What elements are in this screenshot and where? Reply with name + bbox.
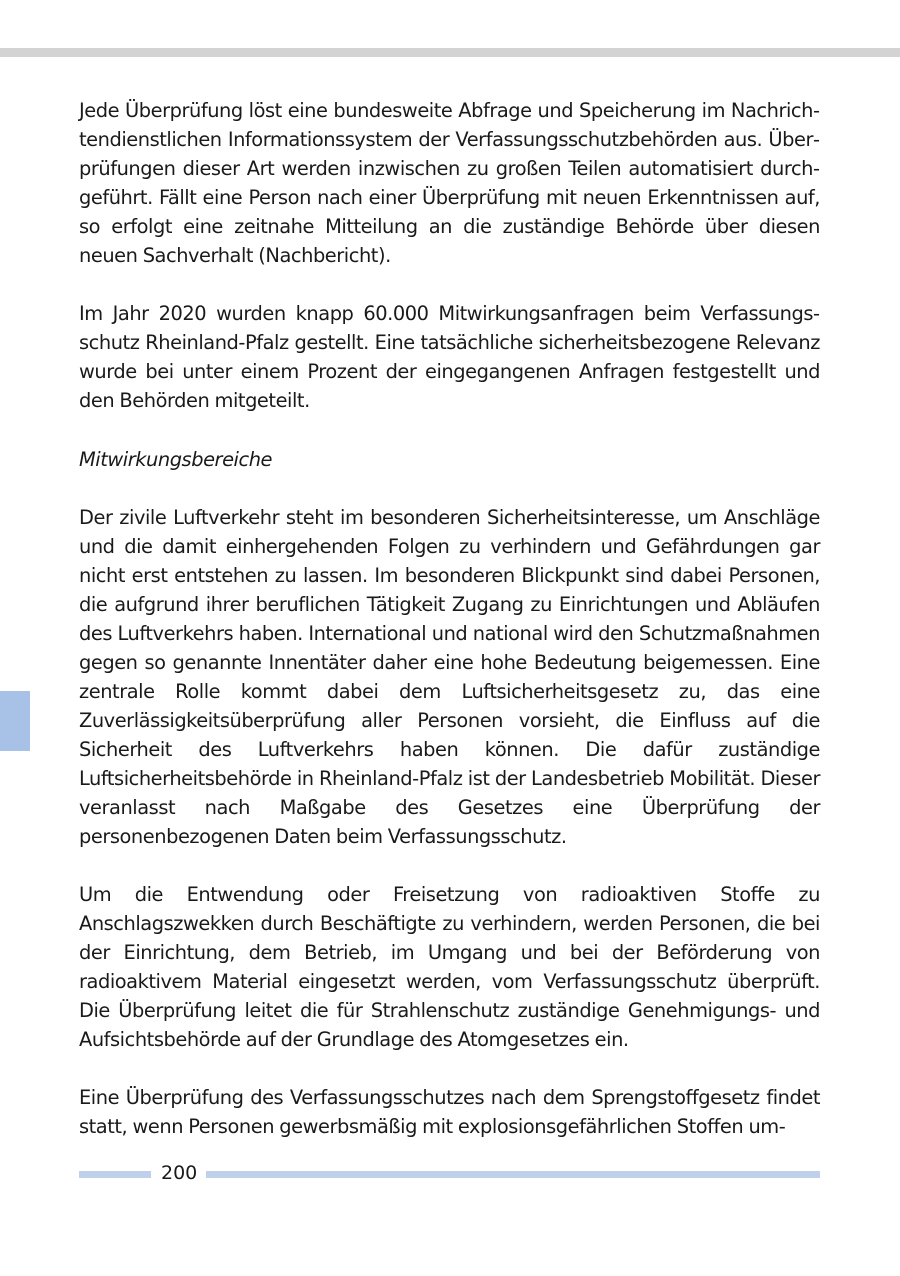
footer-bar-right [206,1171,820,1178]
paragraph-nachbericht: Jede Überprüfung löst eine bundesweite Abfrage und Speicherung im Nachrichtendienstlichen Informationssystem der Verfassungsschutzbehörden aus. Überprüfungen dieser Art werden inzwischen zu großen Teilen automatisiert durchgeführt. Fällt eine Person nach einer Überprüfung mit neuen Erkenntnissen auf, so erfolgt eine zeitnahe Mitteilung an die zuständige Behörde über diesen neuen Sachverhalt (Nachbericht). [79,99,820,267]
top-rule [0,48,900,57]
paragraph-radioaktive-stoffe: Um die Entwendung oder Freisetzung von radioaktiven Stoffe zu Anschlagszwekken durch Beschäftigte zu verhindern, werden Personen, die bei der Einrichtung, dem Betrieb, im Umgang und bei der Beförderung von radioaktivem Material eingesetzt werden, vom Verfassungsschutz überprüft. Die Überprüfung leitet die für Strahlenschutz zuständige Genehmigungs- und Aufsichtsbehörde auf der Grundlage des Atomgesetzes ein. [79,883,820,1051]
paragraph-luftverkehr: Der zivile Luftverkehr steht im besonderen Sicherheitsinteresse, um Anschläge und die damit einhergehenden Folgen zu verhindern und Gefährdungen gar nicht erst entstehen zu lassen. Im besonderen Blickpunkt sind dabei Personen, die aufgrund ihrer beruflichen Tätigkeit Zugang zu Einrichtungen und Abläufen des Luftverkehrs haben. International und national wird den Schutzmaßnahmen gegen so genannte Innentäter daher eine hohe Bedeutung beigemessen. Eine zentrale Rolle kommt dabei dem Luftsicherheitsgesetz zu, das eine Zuverlässigkeitsüberprüfung aller Personen vorsieht, die Einfluss auf die Sicherheit des Luftverkehrs haben können. Die dafür zuständige Luftsicherheitsbehörde in Rheinland-Pfalz ist der Landesbetrieb Mobilität. Dieser veranlasst nach Maßgabe des Gesetzes eine Überprüfung der personenbezogenen Daten beim Verfassungsschutz. [79,506,820,848]
page-footer [79,1159,820,1189]
section-heading: Mitwirkungsbereiche [79,448,273,471]
page-body [79,96,820,1170]
paragraph-sprengstoffgesetz: Eine Überprüfung des Verfassungsschutzes nach dem Sprengstoffgesetz findet statt, wenn Personen gewerbsmäßig mit explosionsgefährlichen Stoffen um- [79,1086,820,1138]
page-number: 200 [161,1162,198,1184]
footer-bar-left [79,1171,151,1178]
chapter-marker-tab [0,691,30,751]
paragraph-mitwirkungsanfragen: Im Jahr 2020 wurden knapp 60.000 Mitwirkungsanfragen beim Verfassungsschutz Rheinland-Pfalz gestellt. Eine tatsächliche sicherheitsbezogene Relevanz wurde bei unter einem Prozent der eingegangenen Anfragen festgestellt und den Behörden mitgeteilt. [79,302,820,412]
